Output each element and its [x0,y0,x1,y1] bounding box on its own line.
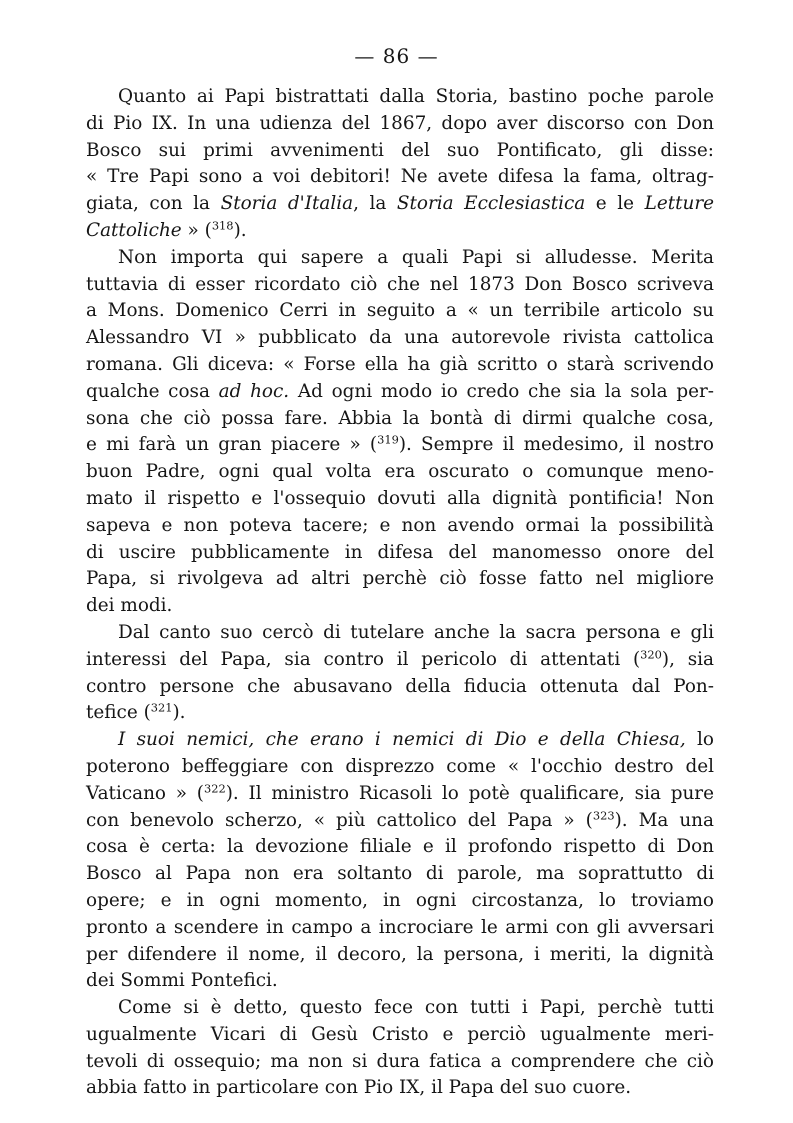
text-run: » ( [181,219,212,241]
text-run: ). [233,219,247,241]
text-run: Non importa qui sapere a quali Papi si alludesse. Merita [118,246,714,268]
text-run: « Tre Papi sono a voi debitori! Ne avete difesa la fama, oltrag- [86,166,714,188]
text-run: Ad ogni modo io credo che sia la sola per- [289,380,714,402]
text-run: opere; e in ogni momento, in ogni circostanza, lo troviamo [86,889,714,911]
paragraph [86,995,714,1102]
text-run: poterono beffeggiare con disprezzo come « l'occhio destro del [86,755,714,777]
text-line [86,674,714,701]
text-run: dei modi. [86,595,173,617]
text-run: dei Sommi Pontefici. [86,970,278,992]
text-line [86,620,714,647]
text-run: pronto a scendere in campo a incrociare le armi con gli avversari [86,916,714,938]
footnote-ref: 319 [377,433,399,448]
text-line [86,164,714,191]
text-line [86,138,714,165]
text-run: interessi del Papa, sia contro il pericolo di attentati ( [86,648,641,670]
text-line [86,218,714,245]
text-line [86,111,714,138]
text-line [86,459,714,486]
text-run: contro persone che abusavano della fiducia ottenuta dal Pon- [86,675,714,697]
text-line [86,593,714,620]
text-run: ). Il ministro Ricasoli lo potè qualificare, sia pure [225,782,714,804]
paragraph [86,620,714,727]
text-line [86,1075,714,1102]
text-run: lo [685,729,714,751]
text-run: ), sia [661,648,715,670]
text-run: e mi farà un gran piacere » ( [86,434,378,456]
text-run: tefice ( [86,702,151,724]
text-run: Come si è detto, questo fece con tutti i Papi, perchè tutti [118,997,714,1019]
body-text [86,84,714,1102]
text-run: tevoli di ossequio; ma non si dura fatica a comprendere che ciò [86,1050,714,1072]
text-run: ugualmente Vicari di Gesù Cristo e perciò ugualmente meri- [86,1023,714,1045]
text-run: tuttavia di esser ricordato ciò che nel 1873 Don Bosco scriveva [86,273,714,295]
paragraph [86,245,714,620]
text-line [86,513,714,540]
text-run: di Pio IX. In una udienza del 1867, dopo aver discorso con Don [86,112,714,134]
text-line [86,432,714,459]
italic-text: ad hoc. [218,380,290,402]
text-line [86,1022,714,1049]
italic-text: Storia Ecclesiastica [396,193,586,215]
text-run: ). Ma una [614,809,714,831]
footnote-ref: 322 [203,781,226,796]
text-run: abbia fatto in particolare con Pio IX, il Papa del suo cuore. [86,1077,632,1099]
text-line [86,968,714,995]
text-line [86,647,714,674]
text-run: Alessandro VI » pubblicato da una autorevole rivista cattolica [86,327,714,349]
text-line [86,406,714,433]
text-line [86,727,714,754]
paragraph [86,84,714,245]
text-run: qualche cosa [86,380,219,402]
footnote-ref: 321 [150,701,173,716]
text-run: Bosco sui primi avvenimenti del suo Pontificato, gli disse: [86,139,714,161]
page-number: — 86 — [354,44,439,68]
text-line [86,1049,714,1076]
text-line [86,540,714,567]
text-line [86,700,714,727]
text-run: mato il rispetto e l'ossequio dovuti alla dignità pontificia! Non [86,487,714,509]
text-run: ). Sempre il medesimo, il nostro [398,434,714,456]
text-run: sapeva e non poteva tacere; e non avendo ormai la possibilità [86,514,714,536]
footnote-ref: 323 [592,808,615,823]
text-run: Bosco al Papa non era soltanto di parole, ma soprattutto di [86,863,714,885]
text-run: e le [585,193,645,215]
text-run: buon Padre, ogni qual volta era oscurato o comunque meno- [86,461,714,483]
text-run: di uscire pubblicamente in difesa del manomesso onore del [86,541,714,563]
text-line [86,942,714,969]
paragraph [86,727,714,995]
text-run: ). [172,702,186,724]
text-run: sona che ciò possa fare. Abbia la bontà di dirmi qualche cosa, [86,407,714,429]
italic-text: Letture [644,193,715,215]
text-run: con benevolo scherzo, « più cattolico del Papa » ( [86,809,593,831]
text-line [86,995,714,1022]
text-line [86,888,714,915]
text-line [86,754,714,781]
text-line [86,325,714,352]
text-run: Vaticano » ( [86,782,204,804]
text-line [86,298,714,325]
text-run: , la [353,193,397,215]
italic-text: I suoi nemici, che erano i nemici di Dio e della Chiesa, [118,729,686,751]
italic-text: Storia d'Italia [220,193,354,215]
text-run: romana. Gli diceva: « Forse ella ha già scritto o starà scrivendo [86,353,714,375]
text-line [86,379,714,406]
text-line [86,486,714,513]
footnote-ref: 318 [211,218,234,233]
text-run: Dal canto suo cercò di tutelare anche la sacra persona e gli [118,621,714,643]
text-line [86,781,714,808]
text-run: giata, con la [86,193,221,215]
text-line [86,834,714,861]
footnote-ref: 320 [640,647,662,662]
text-line [86,245,714,272]
text-run: Papa, si rivolgeva ad altri perchè ciò fosse fatto nel migliore [86,568,714,590]
text-run: cosa è certa: la devozione filiale e il profondo rispetto di Don [86,836,714,858]
italic-text: Cattoliche [86,219,182,241]
text-run: per difendere il nome, il decoro, la persona, i meriti, la dignità [86,943,714,965]
text-line [86,191,714,218]
text-line [86,566,714,593]
text-line [86,915,714,942]
text-line [86,808,714,835]
text-line [86,352,714,379]
text-line [86,861,714,888]
text-line [86,84,714,111]
text-line [86,272,714,299]
text-run: Quanto ai Papi bistrattati dalla Storia, bastino poche parole [118,86,714,107]
text-run: a Mons. Domenico Cerri in seguito a « un terribile articolo su [86,300,714,322]
